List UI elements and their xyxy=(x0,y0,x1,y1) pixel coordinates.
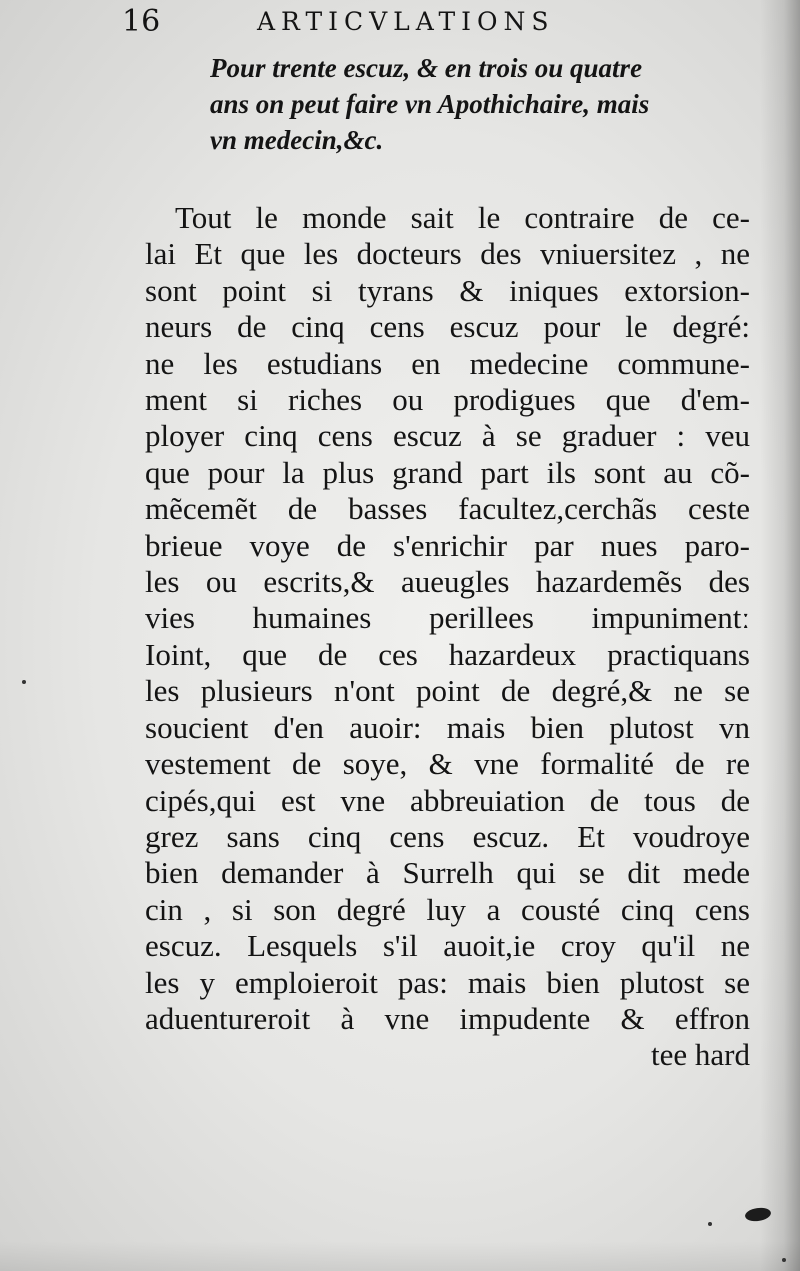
body-line: ne les estudians en medecine commune- xyxy=(145,345,750,381)
body-line: les plusieurs n'ont point de degré,& ne se xyxy=(145,673,750,709)
body-line-final: tee hard xyxy=(651,1037,750,1073)
heading-line: Pour trente escuz, & en trois ou quatre xyxy=(210,53,643,83)
page-number: 16 xyxy=(122,4,161,39)
body-line: cin , si son degré luy a cousté cinq cens xyxy=(145,891,750,927)
body-line: Ioint, que de ces hazardeux practiquans xyxy=(145,636,750,672)
page-bottom-shadow xyxy=(0,1241,800,1271)
body-line: cipés,qui est vne abbreuiation de tous de xyxy=(145,782,750,818)
body-line: escuz. Lesquels s'il auoit,ie croy qu'il ne xyxy=(145,928,750,964)
body-line: grez sans cinq cens escuz. Et voudroye xyxy=(145,818,750,854)
body-line: les y emploieroit pas: mais bien plutost se xyxy=(145,964,750,1000)
ink-speck xyxy=(782,1258,786,1262)
ink-speck xyxy=(708,1222,712,1226)
page-edge-shadow xyxy=(760,0,800,1271)
body-line: Tout le monde sait le contraire de ce- xyxy=(175,200,750,235)
body-line: bien demander à Surrelh qui se dit mede xyxy=(145,855,750,891)
heading-line: vn medecin,&c. xyxy=(210,125,384,155)
body-line: vestement de soye, & vne formalité de re xyxy=(145,746,750,782)
body-line: aduentureroit à vne impudente & effron xyxy=(145,1000,750,1036)
body-line: les ou escrits,& aueugles hazardemẽs des xyxy=(145,564,750,600)
body-line: lai Et que les docteurs des vniuersitez , ne xyxy=(145,236,750,272)
body-line: mẽcemẽt de basses facultez,cerchãs ceste xyxy=(145,491,750,527)
body-line: brieue voye de s'enrichir par nues paro- xyxy=(145,527,750,563)
body-line: soucient d'en auoir: mais bien plutost vn xyxy=(145,709,750,745)
italic-heading xyxy=(210,50,710,158)
body-line: que pour la plus grand part ils sont au cõ- xyxy=(145,454,750,490)
page-header xyxy=(122,4,682,40)
body-line: ployer cinq cens escuz à se graduer : veu xyxy=(145,418,750,454)
ink-speck xyxy=(22,680,26,684)
body-line: vies humaines perillees impunimentː xyxy=(145,600,750,636)
body-line: sont point si tyrans & iniques extorsion- xyxy=(145,272,750,308)
running-head: ARTICVLATIONS xyxy=(257,7,555,36)
body-text xyxy=(145,200,750,1074)
body-line: neurs de cinq cens escuz pour le degré: xyxy=(145,309,750,345)
body-line: ment si riches ou prodigues que d'em- xyxy=(145,382,750,418)
heading-line: ans on peut faire vn Apothichaire, mais xyxy=(210,89,650,119)
